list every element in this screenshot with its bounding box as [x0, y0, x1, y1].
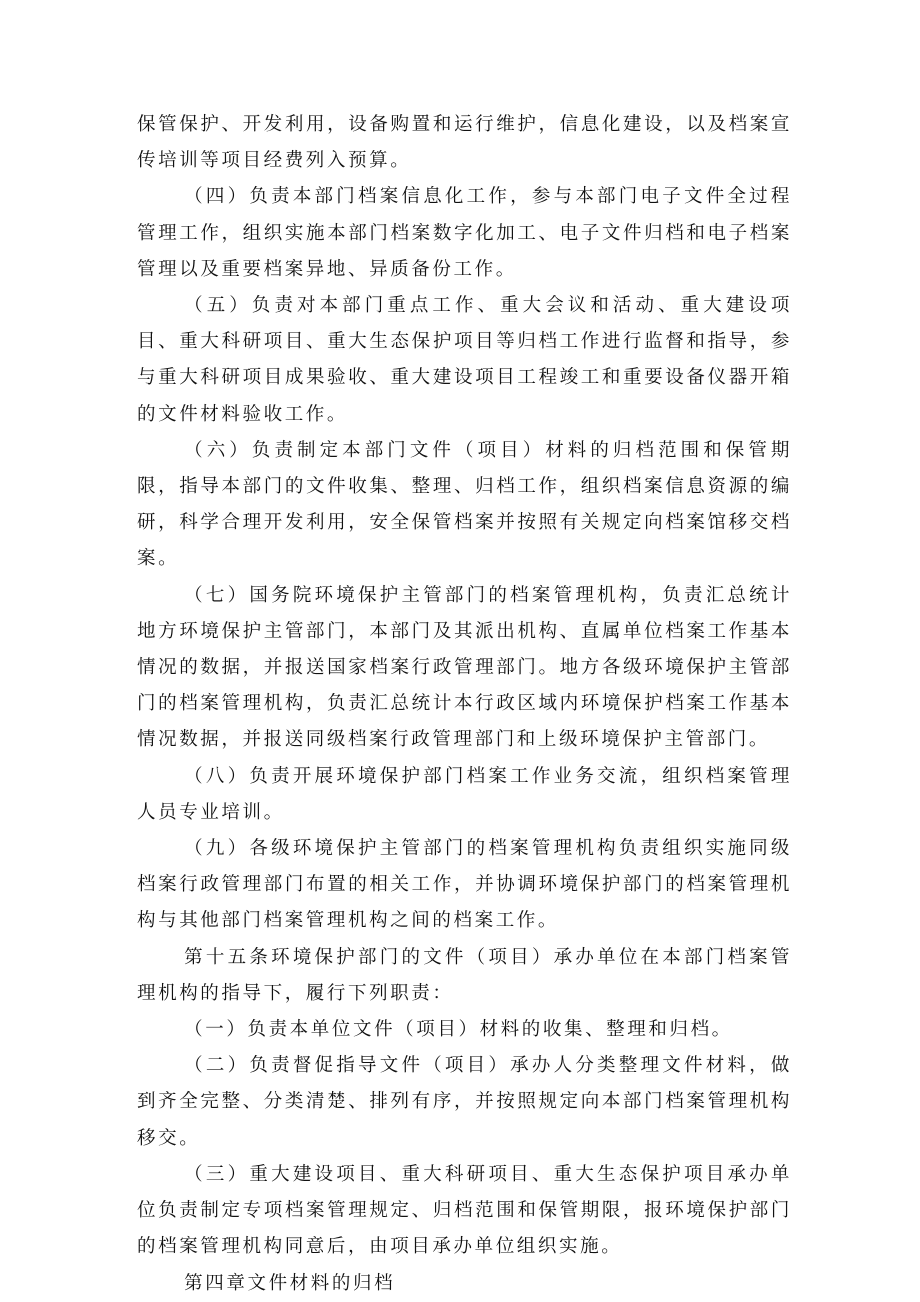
document-body [137, 107, 792, 1302]
paragraph-item-7: （七）国务院环境保护主管部门的档案管理机构，负责汇总统计地方环境保护主管部门，本部门及其派出机构、直属单位档案工作基本情况的数据，并报送国家档案行政管理部门。地方各级环境保护主管部门的档案管理机构，负责汇总统计本行政区域内环境保护档案工作基本情况数据，并报送同级档案行政管理部门和上级环境保护主管部门。 [137, 584, 792, 751]
paragraph-item-9: （九）各级环境保护主管部门的档案管理机构负责组织实施同级档案行政管理部门布置的相关工作，并协调环境保护部门的档案管理机构与其他部门档案管理机构之间的档案工作。 [137, 838, 792, 932]
paragraph-item-5: （五）负责对本部门重点工作、重大会议和活动、重大建设项目、重大科研项目、重大生态保护项目等归档工作进行监督和指导，参与重大科研项目成果验收、重大建设项目工程竣工和重要设备仪器开箱的文件材料验收工作。 [137, 295, 792, 425]
paragraph-article15-item-1: （一）负责本单位文件（项目）材料的收集、整理和归档。 [184, 1019, 733, 1041]
article-15-heading: 第十五条环境保护部门的文件（项目）承办单位在本部门档案管理机构的指导下，履行下列职责： [137, 946, 792, 1004]
paragraph-item-6: （六）负责制定本部门文件（项目）材料的归档范围和保管期限，指导本部门的文件收集、整理、归档工作，组织档案信息资源的编研，科学合理开发利用，安全保管档案并按照有关规定向档案馆移交档案。 [137, 439, 792, 570]
paragraph-item-8: （八）负责开展环境保护部门档案工作业务交流，组织档案管理人员专业培训。 [137, 765, 792, 823]
paragraph-article15-item-3: （三）重大建设项目、重大科研项目、重大生态保护项目承办单位负责制定专项档案管理规定、归档范围和保管期限，报环境保护部门的档案管理机构同意后，由项目承办单位组织实施。 [137, 1163, 792, 1258]
chapter-4-heading: 第四章文件材料的归档 [184, 1272, 396, 1294]
paragraph-item-4: （四）负责本部门档案信息化工作，参与本部门电子文件全过程管理工作，组织实施本部门档案数字化加工、电子文件归档和电子档案管理以及重要档案异地、异质备份工作。 [137, 186, 792, 280]
paragraph-article15-item-2: （二）负责督促指导文件（项目）承办人分类整理文件材料，做到齐全完整、分类清楚、排列有序，并按照规定向本部门档案管理机构移交。 [137, 1055, 792, 1149]
paragraph-budget-continuation: 保管保护、开发利用，设备购置和运行维护，信息化建设，以及档案宣传培训等项目经费列入预算。 [137, 114, 792, 172]
